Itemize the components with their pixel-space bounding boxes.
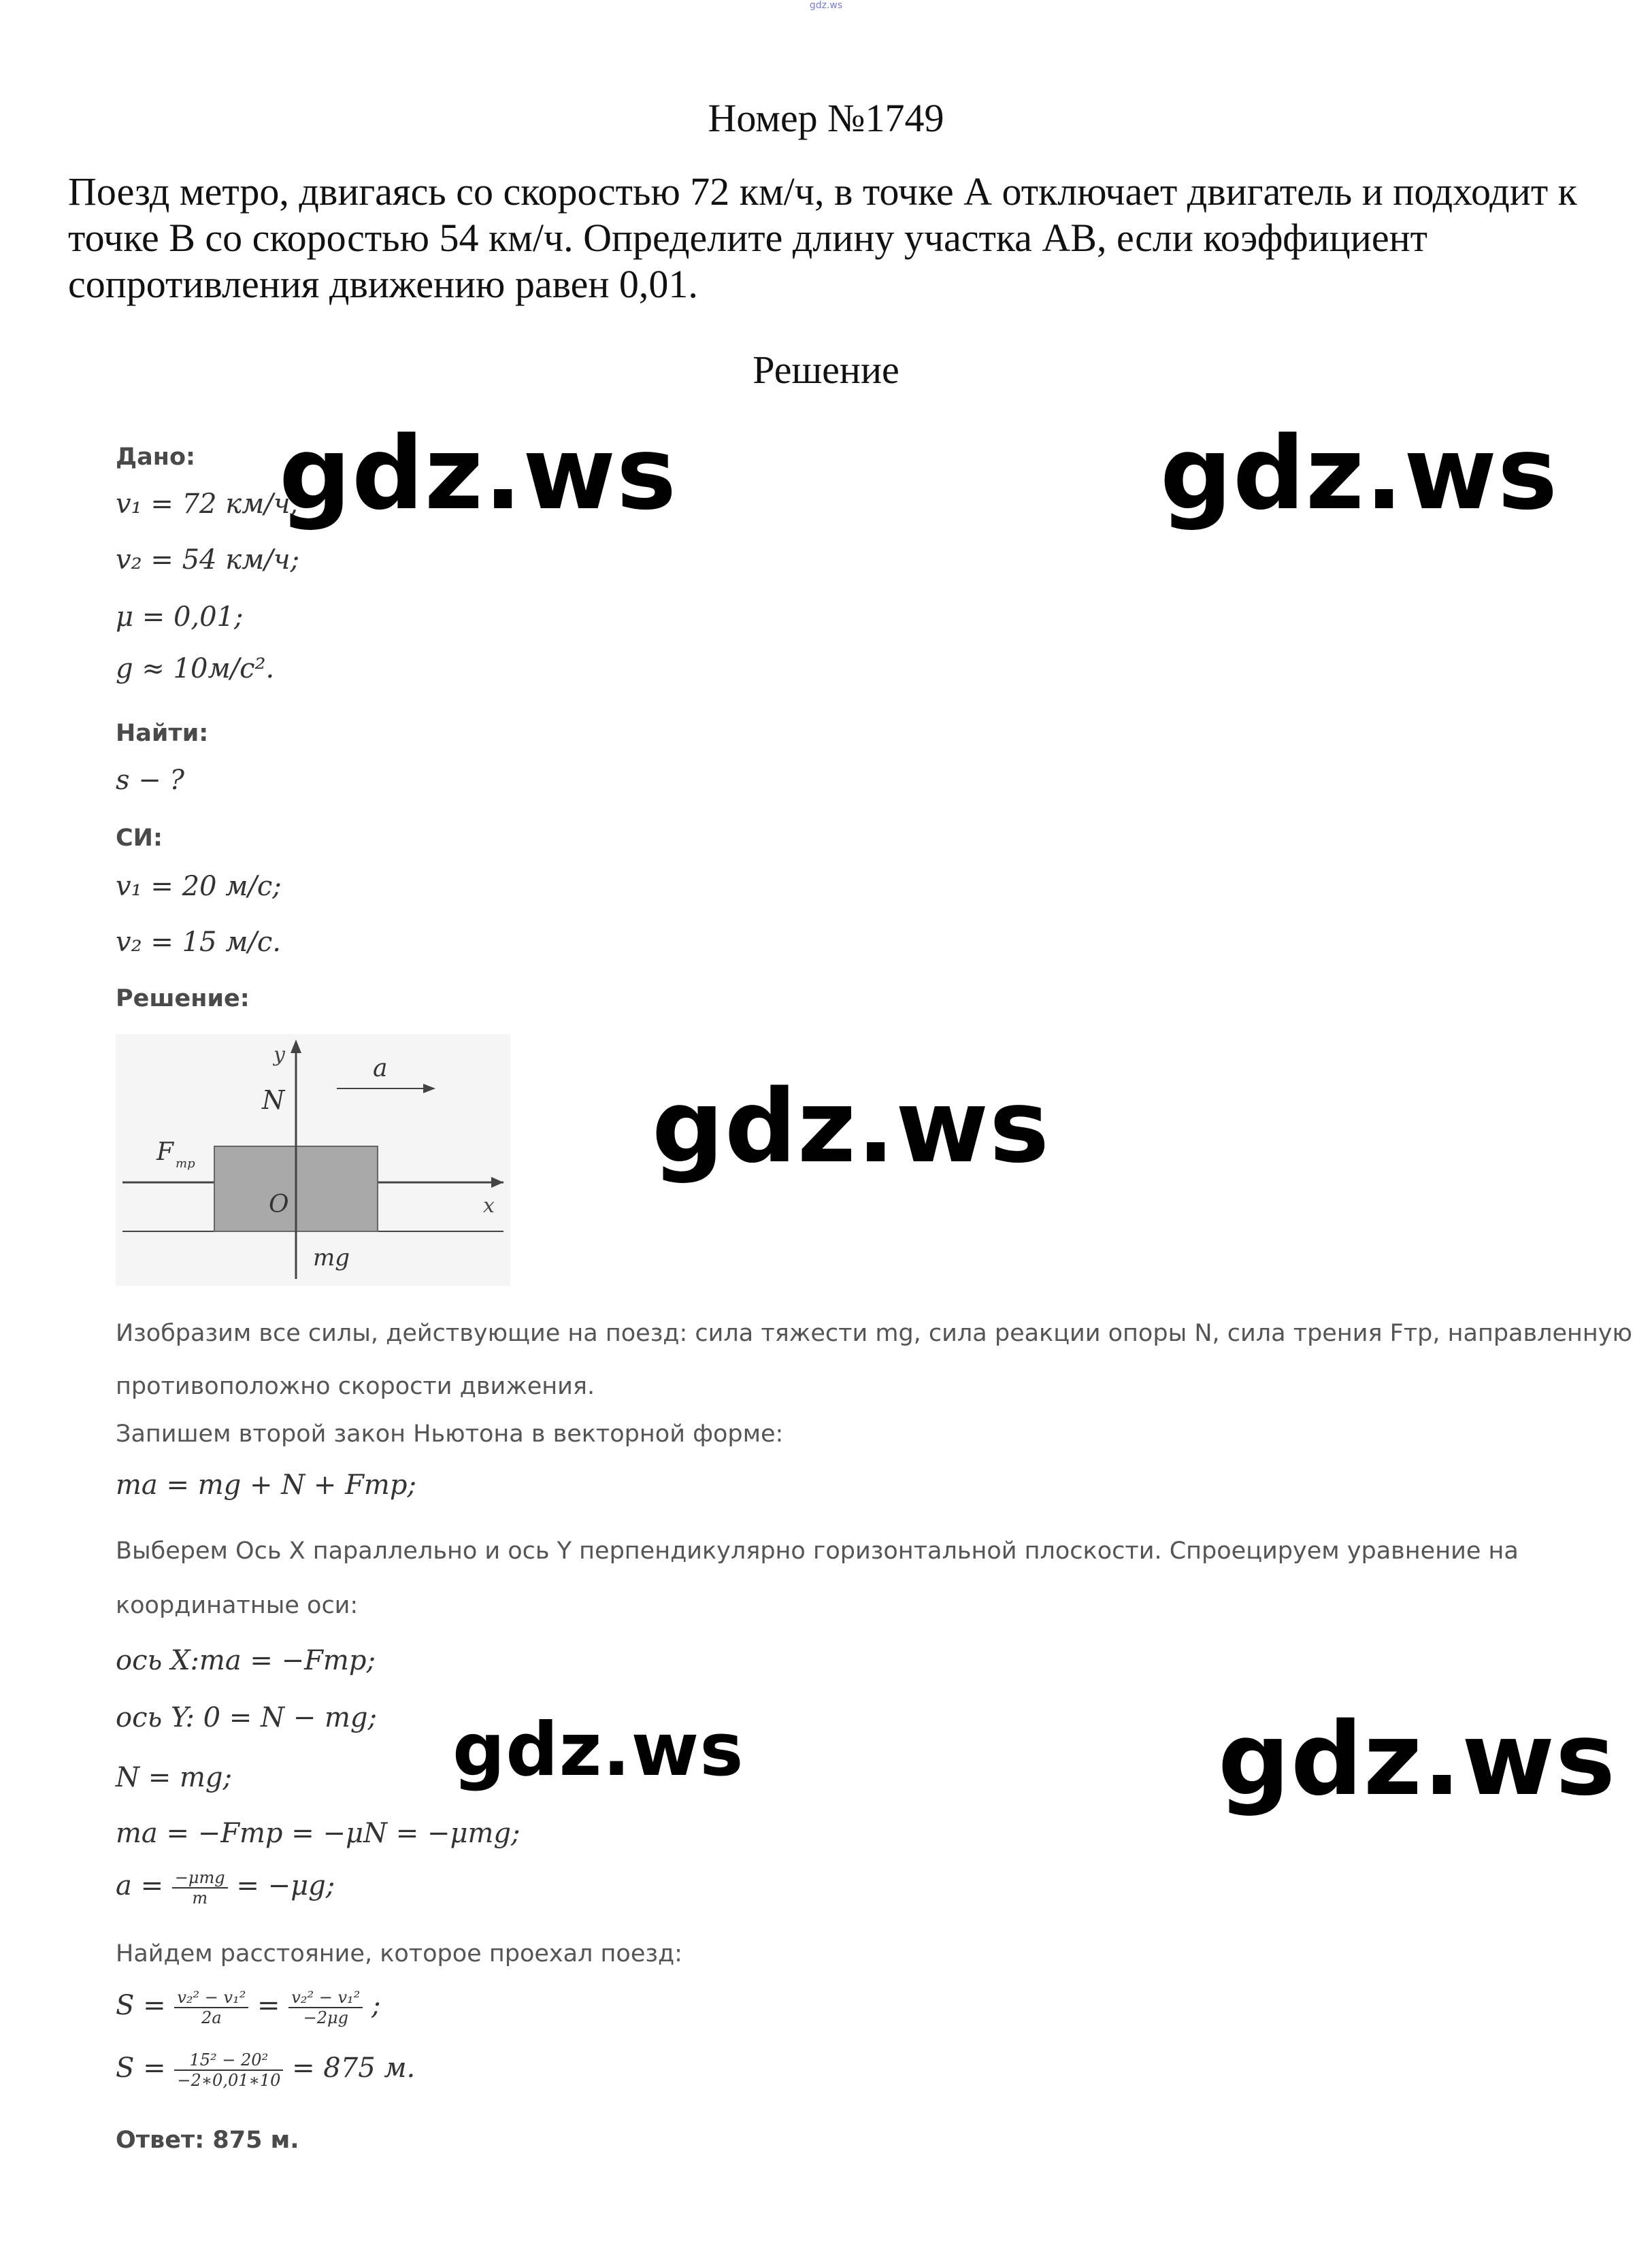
y-label: y [274,1043,285,1067]
eq-rhs: = −μg; [236,1870,335,1901]
eq-lhs: S = [116,2052,166,2084]
origin-label: O [269,1191,289,1218]
solution-label: Решение: [116,985,250,1012]
watermark: gdz.ws [1160,415,1559,532]
f-label: F [156,1138,174,1166]
solution-text: противоположно скорости движения. [116,1373,595,1400]
mg-label: mg [313,1244,350,1271]
answer: Ответ: 875 м. [116,2127,299,2154]
equation: N = mg; [116,1762,232,1793]
solution-text: координатные оси: [116,1592,359,1619]
given-line: v₂ = 54 км/ч; [116,544,300,576]
denominator: m [192,1889,208,1908]
watermark: gdz.ws [452,1708,744,1793]
equation-fraction [116,2050,415,2090]
numerator: 15² − 20² [174,2050,283,2071]
numerator: −μmg [172,1868,228,1889]
eq-end: ; [371,1990,381,2021]
solution-text: Изобразим все силы, действующие на поезд: сила тяжести mg, сила реакции опоры N, сила трения Fтр, направленную [116,1320,1632,1347]
n-label: N [262,1085,285,1115]
find-line: s − ? [116,765,184,796]
equation-fraction [116,1988,380,2027]
denominator: −2∗0,01∗10 [177,2071,281,2090]
fraction [174,1988,248,2027]
given-line: v₁ = 72 км/ч; [116,488,300,520]
equation: ma = −Fтр = −μN = −μmg; [116,1818,521,1849]
equation: ось Y: 0 = N − mg; [116,1702,377,1733]
a-label: a [373,1054,388,1082]
eq-lhs: S = [116,1990,166,2021]
si-label: СИ: [116,825,163,852]
denominator: 2a [201,2008,222,2027]
si-line: v₂ = 15 м/с. [116,927,281,958]
eq-mid: = [257,1990,280,2021]
f-subscript: тр [176,1157,195,1171]
eq-rhs: = 875 м. [292,2052,416,2084]
si-line: v₁ = 20 м/с; [116,871,282,902]
watermark: gdz.ws [279,415,678,532]
fraction [172,1868,228,1908]
given-line: g ≈ 10м/с². [116,653,275,684]
solution-heading: Решение [753,348,899,392]
fraction [288,1988,363,2027]
task-text: Поезд метро, двигаясь со скоростью 72 км/ч, в точке А отключает двигатель и подходит к точке В со скоростью 54 км/ч. Определите длину участка АВ, если коэффициент сопротивления движению равен 0,01. [68,169,1577,306]
numerator: v₂² − v₁² [174,1988,248,2008]
equation-fraction [116,1868,335,1908]
given-label: Дано: [116,444,196,471]
force-diagram [116,1034,510,1286]
find-label: Найти: [116,720,209,747]
top-watermark: gdz.ws [809,0,843,11]
denominator: −2μg [303,2008,348,2027]
solution-text: Найдем расстояние, которое проехал поезд: [116,1940,682,1967]
equation: ось X:ma = −Fтр; [116,1645,376,1676]
page-title: Номер №1749 [708,96,944,140]
eq-lhs: a = [116,1870,164,1901]
equation: ma = mg + N + Fтр; [116,1469,416,1501]
numerator: v₂² − v₁² [288,1988,363,2008]
watermark: gdz.ws [1218,1701,1617,1818]
watermark: gdz.ws [652,1068,1051,1185]
solution-text: Выберем Ось X параллельно и ось Y перпендикулярно горизонтальной плоскости. Спроецируем уравнение на [116,1537,1519,1565]
given-line: μ = 0,01; [116,601,244,633]
fraction [174,2050,283,2090]
solution-text: Запишем второй закон Ньютона в векторной форме: [116,1420,784,1448]
x-label: x [483,1194,495,1218]
